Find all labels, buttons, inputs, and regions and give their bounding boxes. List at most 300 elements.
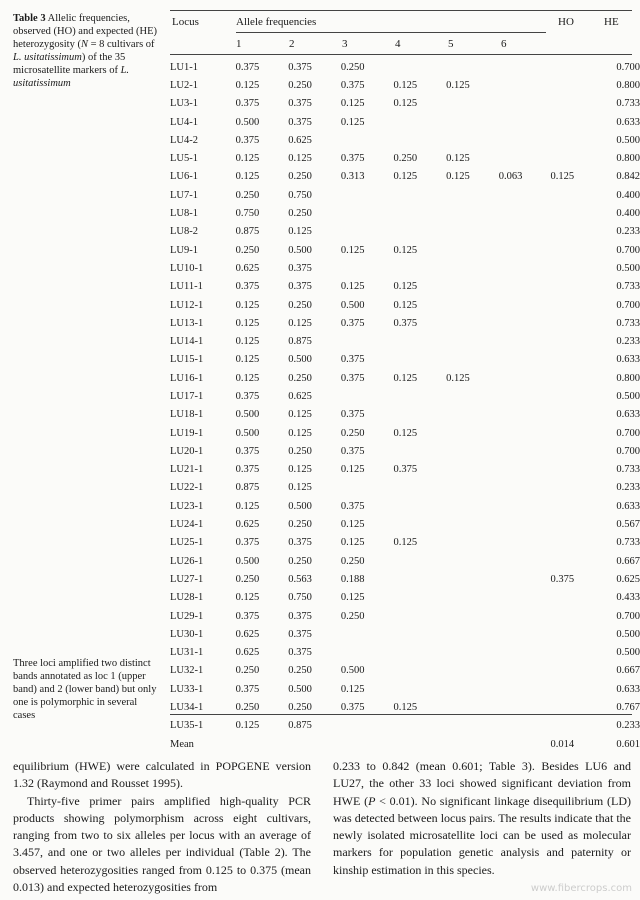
allele-2-cell: 0.750 <box>288 592 312 604</box>
he-cell: 0.567 <box>616 519 640 531</box>
allele-3-cell: 0.375 <box>340 354 365 366</box>
allele-4-cell: 0.125 <box>393 98 418 110</box>
allele-6-cell <box>499 387 551 405</box>
he-cell: 0.633 <box>616 354 640 366</box>
he-cell: 0.633 <box>616 409 640 421</box>
allele-4-cell <box>394 442 447 460</box>
allele-3-cell: 0.125 <box>340 116 365 128</box>
table-row <box>170 717 640 735</box>
ho-cell <box>550 76 596 94</box>
table-row <box>170 95 640 113</box>
allele-6-cell <box>499 534 551 552</box>
allele-4-cell <box>394 351 447 369</box>
table-row <box>170 680 640 698</box>
ho-cell <box>550 149 596 167</box>
locus-cell: LU1-1 <box>170 61 198 73</box>
allele-2-cell: 0.375 <box>288 61 312 73</box>
allele-2-cell: 0.375 <box>288 116 312 128</box>
allele-1-cell: 0.625 <box>235 628 260 640</box>
allele-2-cell: 0.375 <box>288 628 312 640</box>
ref-raymond-1995[interactable]: 1995 <box>152 776 176 791</box>
allele-3-cell: 0.250 <box>340 610 365 622</box>
table-row <box>170 223 640 241</box>
allele-2-cell: 0.125 <box>288 427 312 439</box>
allele-5-cell <box>446 241 499 259</box>
allele-6-cell <box>499 589 551 607</box>
allele-1-cell: 0.375 <box>235 281 260 293</box>
allele-3-cell <box>341 131 394 149</box>
allele-2-cell: 0.250 <box>288 171 312 183</box>
allele-3-cell: 0.375 <box>340 372 365 384</box>
table-row <box>170 552 640 570</box>
table-row <box>170 332 640 350</box>
ho-cell <box>550 662 596 680</box>
allele-5-cell <box>446 296 499 314</box>
allele-1-cell: 0.125 <box>235 153 260 165</box>
locus-cell: LU13-1 <box>170 317 204 329</box>
allele-4-cell <box>394 387 447 405</box>
allele-6-cell <box>499 406 551 424</box>
allele-4-cell <box>394 735 447 753</box>
ho-cell <box>550 589 596 607</box>
allele-3-cell <box>341 479 394 497</box>
allele-2-cell: 0.250 <box>288 665 312 677</box>
locus-cell: LU26-1 <box>170 555 204 567</box>
allele-5-cell <box>446 314 499 332</box>
allele-2-cell <box>288 735 341 753</box>
locus-cell: LU28-1 <box>170 592 204 604</box>
allele-4-cell <box>394 552 447 570</box>
table-row <box>170 625 640 643</box>
he-cell: 0.400 <box>616 189 640 201</box>
table-caption <box>13 12 161 90</box>
locus-cell: LU22-1 <box>170 482 204 494</box>
ho-cell <box>550 259 596 277</box>
ho-cell <box>550 278 596 296</box>
locus-cell: LU5-1 <box>170 153 198 165</box>
ho-cell <box>550 406 596 424</box>
allele-3-cell: 0.250 <box>340 61 365 73</box>
table-row <box>170 369 640 387</box>
allele-3-cell: 0.125 <box>340 244 365 256</box>
ho-cell <box>550 607 596 625</box>
allele-3-cell: 0.375 <box>340 702 365 714</box>
he-cell: 0.625 <box>616 573 640 585</box>
allele-6-cell <box>499 278 551 296</box>
allele-5-cell <box>446 644 499 662</box>
allele-3-cell: 0.125 <box>340 281 365 293</box>
ho-cell <box>550 497 596 515</box>
locus-cell: LU20-1 <box>170 445 204 457</box>
allele-6-cell <box>499 76 551 94</box>
allele-1-cell: 0.125 <box>235 372 260 384</box>
table-row <box>170 589 640 607</box>
he-cell: 0.800 <box>616 153 640 165</box>
table-row <box>170 58 640 76</box>
table-footnote: Three loci amplified two distinct bands annotated as loc 1 (upper band) and 2 (lower band) but only one is polymorphic in several cases <box>13 658 157 721</box>
body-column-right <box>333 758 631 879</box>
table-row <box>170 607 640 625</box>
he-cell: 0.500 <box>616 134 640 146</box>
allele-1-cell: 0.125 <box>235 79 260 91</box>
he-cell: 0.800 <box>616 79 640 91</box>
allele-2-cell: 0.125 <box>288 464 312 476</box>
ho-cell <box>550 186 596 204</box>
he-cell: 0.233 <box>616 336 640 348</box>
locus-cell: LU32-1 <box>170 665 204 677</box>
allele-3-cell: 0.125 <box>340 683 365 695</box>
allele-5-cell <box>446 113 499 131</box>
allele-6-cell <box>499 424 551 442</box>
allele-4-cell <box>394 58 447 76</box>
table-row <box>170 570 640 588</box>
allele-3-cell: 0.125 <box>340 98 365 110</box>
allele-1-cell: 0.375 <box>235 683 260 695</box>
allele-2-cell: 0.250 <box>288 372 312 384</box>
allele-2-cell: 0.125 <box>288 482 312 494</box>
allele-1-cell: 0.125 <box>235 299 260 311</box>
allele-6-cell <box>499 95 551 113</box>
locus-cell: LU6-1 <box>170 171 198 183</box>
locus-cell: LU17-1 <box>170 390 204 402</box>
allele-5-cell <box>446 552 499 570</box>
paragraph-results: Thirty-five primer pairs amplified high-quality PCR products showing polymorphism across eight cultivars, ranging from two to six alleles per locus with an average of 3.457, and one or two alleles per individual (Table 2). The observed heterozygosities ranged from 0.125 to 0.375 (mean 0.013) and expected heterozygosities from <box>13 793 312 895</box>
allele-5-cell <box>446 607 499 625</box>
header-allele-1: 1 <box>236 38 242 50</box>
locus-cell: LU27-1 <box>170 573 204 585</box>
allele-5-cell <box>446 406 499 424</box>
allele-5-cell <box>446 497 499 515</box>
locus-cell: LU30-1 <box>170 628 204 640</box>
allele-4-cell <box>394 332 447 350</box>
allele-6-cell <box>499 332 551 350</box>
ho-cell: 0.014 <box>550 738 575 750</box>
he-cell: 0.700 <box>616 610 640 622</box>
he-cell: 0.233 <box>616 482 640 494</box>
allele-3-cell: 0.125 <box>340 519 365 531</box>
allele-2-cell: 0.250 <box>288 299 312 311</box>
allele-4-cell <box>394 515 447 533</box>
he-cell: 0.667 <box>616 665 640 677</box>
allele-3-cell <box>341 717 394 735</box>
table-bottom-rule <box>170 714 632 715</box>
allele-2-cell: 0.125 <box>288 317 312 329</box>
locus-cell: LU8-2 <box>170 226 198 238</box>
locus-cell: LU34-1 <box>170 702 204 714</box>
he-cell: 0.733 <box>616 464 640 476</box>
locus-cell: LU15-1 <box>170 354 204 366</box>
allele-6-cell <box>499 223 551 241</box>
ho-cell <box>550 369 596 387</box>
table-row <box>170 168 640 186</box>
allele-3-cell: 0.125 <box>340 537 365 549</box>
table-top-rule <box>170 10 632 11</box>
ho-cell <box>550 351 596 369</box>
he-cell: 0.733 <box>616 537 640 549</box>
allele-frequency-table <box>170 58 640 753</box>
locus-cell: LU3-1 <box>170 98 198 110</box>
allele-6-cell <box>499 570 551 588</box>
allele-4-cell: 0.125 <box>393 427 418 439</box>
allele-6-cell <box>499 497 551 515</box>
table-row <box>170 186 640 204</box>
allele-5-cell <box>446 479 499 497</box>
allele-4-cell <box>394 680 447 698</box>
allele-2-cell: 0.563 <box>288 573 312 585</box>
allele-1-cell: 0.875 <box>235 482 260 494</box>
allele-1-cell: 0.500 <box>235 427 260 439</box>
locus-cell: LU9-1 <box>170 244 198 256</box>
he-cell: 0.500 <box>616 262 640 274</box>
allele-1-cell: 0.625 <box>235 647 260 659</box>
allele-2-cell: 0.250 <box>288 445 312 457</box>
allele-1-cell: 0.500 <box>235 555 260 567</box>
allele-5-cell <box>446 223 499 241</box>
locus-cell: LU4-1 <box>170 116 198 128</box>
allele-5-cell: 0.125 <box>446 372 470 384</box>
allele-2-cell: 0.250 <box>288 519 312 531</box>
allele-2-cell: 0.125 <box>288 226 312 238</box>
allele-3-cell <box>341 223 394 241</box>
allele-1-cell: 0.375 <box>235 61 260 73</box>
table-row <box>170 76 640 94</box>
he-cell: 0.767 <box>616 702 640 714</box>
table-row <box>170 241 640 259</box>
table-row <box>170 149 640 167</box>
table-row <box>170 479 640 497</box>
allele-2-cell: 0.500 <box>288 244 312 256</box>
allele-1-cell: 0.250 <box>235 665 260 677</box>
allele-2-cell: 0.250 <box>288 79 312 91</box>
he-cell: 0.233 <box>616 226 640 238</box>
he-cell: 0.700 <box>616 61 640 73</box>
allele-4-cell <box>394 662 447 680</box>
allele-5-cell <box>446 680 499 698</box>
allele-4-cell: 0.125 <box>393 79 418 91</box>
allele-4-cell: 0.125 <box>393 281 418 293</box>
allele-4-cell: 0.125 <box>393 702 418 714</box>
allele-6-cell <box>499 149 551 167</box>
he-cell: 0.842 <box>616 171 640 183</box>
allele-5-cell <box>446 625 499 643</box>
allele-3-cell <box>341 387 394 405</box>
table-row <box>170 644 640 662</box>
allele-4-cell <box>394 204 447 222</box>
allele-3-cell: 0.500 <box>340 665 365 677</box>
allele-1-cell: 0.375 <box>235 134 260 146</box>
allele-1-cell: 0.750 <box>235 208 260 220</box>
header-allele-frequencies: Allele frequencies <box>236 16 317 28</box>
allele-4-cell <box>394 131 447 149</box>
allele-5-cell: 0.125 <box>446 171 470 183</box>
locus-cell: LU8-1 <box>170 208 198 220</box>
ho-cell <box>550 58 596 76</box>
ref-table-3[interactable]: 3 <box>521 759 528 773</box>
allele-1-cell: 0.875 <box>235 226 260 238</box>
allele-3-cell: 0.250 <box>340 555 365 567</box>
allele-4-cell <box>394 625 447 643</box>
allele-5-cell <box>446 735 499 753</box>
locus-cell: LU35-1 <box>170 720 204 732</box>
allele-5-cell <box>446 332 499 350</box>
allele-4-cell <box>394 186 447 204</box>
locus-cell: LU16-1 <box>170 372 204 384</box>
watermark: www.fibercrops.com <box>530 883 632 894</box>
allele-3-cell: 0.313 <box>340 171 365 183</box>
allele-2-cell: 0.375 <box>288 262 312 274</box>
allele-1-cell: 0.375 <box>235 445 260 457</box>
allele-6-cell <box>499 351 551 369</box>
allele-5-cell <box>446 662 499 680</box>
ho-cell <box>550 131 596 149</box>
he-cell: 0.233 <box>616 720 640 732</box>
allele-5-cell <box>446 131 499 149</box>
allele-1-cell: 0.375 <box>235 98 260 110</box>
allele-group-rule <box>236 32 546 33</box>
paragraph-heterozygosity: 0.233 to 0.842 (mean 0.601; Table 3). Besides LU6 and LU27, the other 33 loci showed significant deviation from HWE (P < 0.01). No significant linkage disequilibrium (LD) was detected between locus pairs. The results indicate that the newly isolated microsatellite loci can be used as molecular markers for population genetic analysis and paternity or kinship estimation in this species. <box>333 759 631 877</box>
ho-cell <box>550 644 596 662</box>
allele-2-cell: 0.750 <box>288 189 312 201</box>
allele-1-cell: 0.125 <box>235 500 260 512</box>
allele-1-cell: 0.375 <box>235 390 260 402</box>
ho-cell <box>550 241 596 259</box>
ho-cell <box>550 332 596 350</box>
allele-4-cell <box>394 570 447 588</box>
locus-cell: LU24-1 <box>170 519 204 531</box>
allele-2-cell: 0.375 <box>288 98 312 110</box>
caption-n: N <box>80 39 88 50</box>
allele-3-cell <box>341 644 394 662</box>
header-bottom-rule <box>170 54 632 55</box>
allele-4-cell: 0.125 <box>393 171 418 183</box>
locus-cell: LU19-1 <box>170 427 204 439</box>
allele-3-cell: 0.500 <box>340 299 365 311</box>
allele-4-cell: 0.125 <box>393 244 418 256</box>
he-cell: 0.500 <box>616 628 640 640</box>
allele-5-cell <box>446 204 499 222</box>
allele-5-cell <box>446 442 499 460</box>
header-ho: HO <box>558 16 574 28</box>
he-cell: 0.433 <box>616 592 640 604</box>
allele-3-cell <box>341 186 394 204</box>
table-row <box>170 515 640 533</box>
allele-5-cell <box>446 95 499 113</box>
locus-cell: LU29-1 <box>170 610 204 622</box>
allele-6-cell <box>499 442 551 460</box>
allele-6-cell <box>499 735 551 753</box>
allele-2-cell: 0.125 <box>288 153 312 165</box>
allele-2-cell: 0.125 <box>288 409 312 421</box>
table-row <box>170 662 640 680</box>
ref-table-2[interactable]: 2 <box>274 845 281 860</box>
allele-1-cell: 0.250 <box>235 244 260 256</box>
allele-4-cell: 0.125 <box>393 299 418 311</box>
allele-1-cell: 0.375 <box>235 537 260 549</box>
allele-6-cell <box>499 662 551 680</box>
he-cell: 0.667 <box>616 555 640 567</box>
allele-2-cell: 0.500 <box>288 354 312 366</box>
allele-6-cell <box>499 113 551 131</box>
allele-5-cell <box>446 424 499 442</box>
ho-cell <box>550 461 596 479</box>
allele-6-cell <box>499 515 551 533</box>
allele-2-cell: 0.250 <box>288 208 312 220</box>
he-cell: 0.601 <box>616 738 640 750</box>
allele-4-cell: 0.125 <box>393 372 418 384</box>
table-row <box>170 131 640 149</box>
allele-1-cell: 0.375 <box>235 464 260 476</box>
allele-5-cell: 0.125 <box>446 153 470 165</box>
allele-4-cell <box>394 497 447 515</box>
he-cell: 0.700 <box>616 244 640 256</box>
allele-3-cell: 0.375 <box>340 409 365 421</box>
allele-1-cell <box>236 735 289 753</box>
allele-2-cell: 0.375 <box>288 281 312 293</box>
ho-cell <box>550 625 596 643</box>
ho-cell <box>550 95 596 113</box>
locus-cell: LU23-1 <box>170 500 204 512</box>
header-allele-5: 5 <box>448 38 454 50</box>
allele-6-cell <box>499 717 551 735</box>
allele-1-cell: 0.500 <box>235 116 260 128</box>
allele-2-cell: 0.625 <box>288 134 312 146</box>
allele-1-cell: 0.375 <box>235 610 260 622</box>
table-row <box>170 497 640 515</box>
locus-cell: LU21-1 <box>170 464 204 476</box>
allele-6-cell <box>499 259 551 277</box>
allele-5-cell: 0.125 <box>446 79 470 91</box>
allele-2-cell: 0.625 <box>288 390 312 402</box>
allele-4-cell <box>394 113 447 131</box>
ho-cell <box>550 113 596 131</box>
allele-1-cell: 0.125 <box>235 592 260 604</box>
allele-6-cell <box>499 296 551 314</box>
allele-1-cell: 0.625 <box>235 519 260 531</box>
table-row <box>170 735 640 753</box>
he-cell: 0.800 <box>616 372 640 384</box>
allele-4-cell: 0.375 <box>393 464 418 476</box>
allele-4-cell <box>394 479 447 497</box>
he-cell: 0.733 <box>616 98 640 110</box>
allele-3-cell <box>341 332 394 350</box>
he-cell: 0.700 <box>616 445 640 457</box>
allele-4-cell <box>394 223 447 241</box>
allele-5-cell <box>446 186 499 204</box>
caption-species-2: L. usitatissimum <box>13 65 130 89</box>
allele-6-cell <box>499 680 551 698</box>
allele-2-cell: 0.250 <box>288 555 312 567</box>
allele-1-cell: 0.125 <box>235 336 260 348</box>
header-he: HE <box>604 16 619 28</box>
allele-1-cell: 0.250 <box>235 573 260 585</box>
ho-cell <box>550 223 596 241</box>
allele-5-cell <box>446 387 499 405</box>
he-cell: 0.633 <box>616 683 640 695</box>
he-cell: 0.633 <box>616 500 640 512</box>
allele-5-cell <box>446 515 499 533</box>
he-cell: 0.733 <box>616 317 640 329</box>
caption-text-b: = 8 cultivars of <box>87 39 155 50</box>
allele-1-cell: 0.250 <box>235 189 260 201</box>
locus-cell: LU18-1 <box>170 409 204 421</box>
table-label: Table 3 <box>13 13 46 24</box>
allele-4-cell <box>394 644 447 662</box>
paragraph-hwe: equilibrium (HWE) were calculated in POPGENE version 1.32 (Raymond and Rousset 1995). <box>13 759 311 791</box>
allele-2-cell: 0.250 <box>288 702 312 714</box>
ho-cell: 0.125 <box>550 171 575 183</box>
he-cell: 0.700 <box>616 427 640 439</box>
ho-cell: 0.375 <box>550 573 575 585</box>
